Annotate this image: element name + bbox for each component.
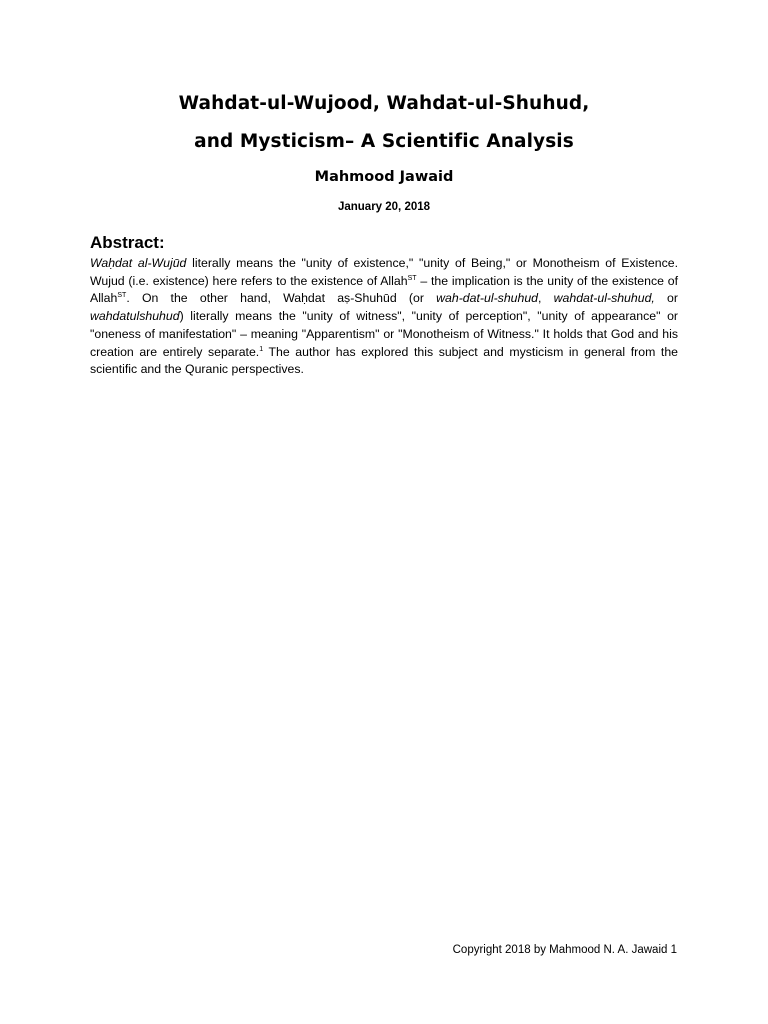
abstract-text-1: literally means the "unity of existence," "unity of Being," or Monotheism of Existence. Wujud (i.e. existence) here refers to the existence of Allah	[90, 256, 678, 288]
honorific-superscript-1: ST	[407, 274, 417, 282]
footnote-reference[interactable]: 1	[259, 345, 264, 353]
abstract-heading: Abstract:	[90, 233, 165, 252]
abstract-text-7: The author has explored this subject and mysticism in general from the scientific and the Quranic perspectives.	[90, 344, 679, 377]
abstract-text-6: ) literally means the "unity of witness", "unity of perception", "unity of appearance" or "oneness of manifestation" – meaning "Apparentism" or "Monotheism of Witness." It holds that God and his creation are entirely separate.	[90, 309, 678, 359]
honorific-superscript-2: ST	[117, 292, 127, 300]
abstract-text-2: – the implication is the unity of the existence of Allah	[90, 273, 678, 306]
abstract-paragraph	[90, 255, 678, 379]
term-wahdat-ul-shuhud: wahdat-ul-shuhud,	[553, 291, 655, 306]
copyright-footer: Copyright 2018 by Mahmood N. A. Jawaid 1	[452, 944, 677, 956]
term-wah-dat-ul-shuhud: wah-dat-ul-shuhud	[436, 291, 539, 306]
publication-date: January 20, 2018	[337, 201, 431, 213]
author-name: Mahmood Jawaid	[314, 169, 454, 185]
abstract-text-4: ,	[538, 291, 554, 306]
abstract-text-5: or	[654, 291, 678, 306]
title-line-2: and Mysticism– A Scientific Analysis	[194, 131, 574, 152]
term-wahdat-al-wujud: Waḥdat al-Wujūd	[90, 256, 187, 270]
abstract-text-3: . On the other hand, Waḥdat aṣ-Shuhūd (or	[126, 291, 437, 306]
title-line-1: Wahdat-ul-Wujood, Wahdat-ul-Shuhud,	[178, 93, 590, 114]
term-wahdatulshuhud: wahdatulshuhud	[90, 309, 180, 324]
